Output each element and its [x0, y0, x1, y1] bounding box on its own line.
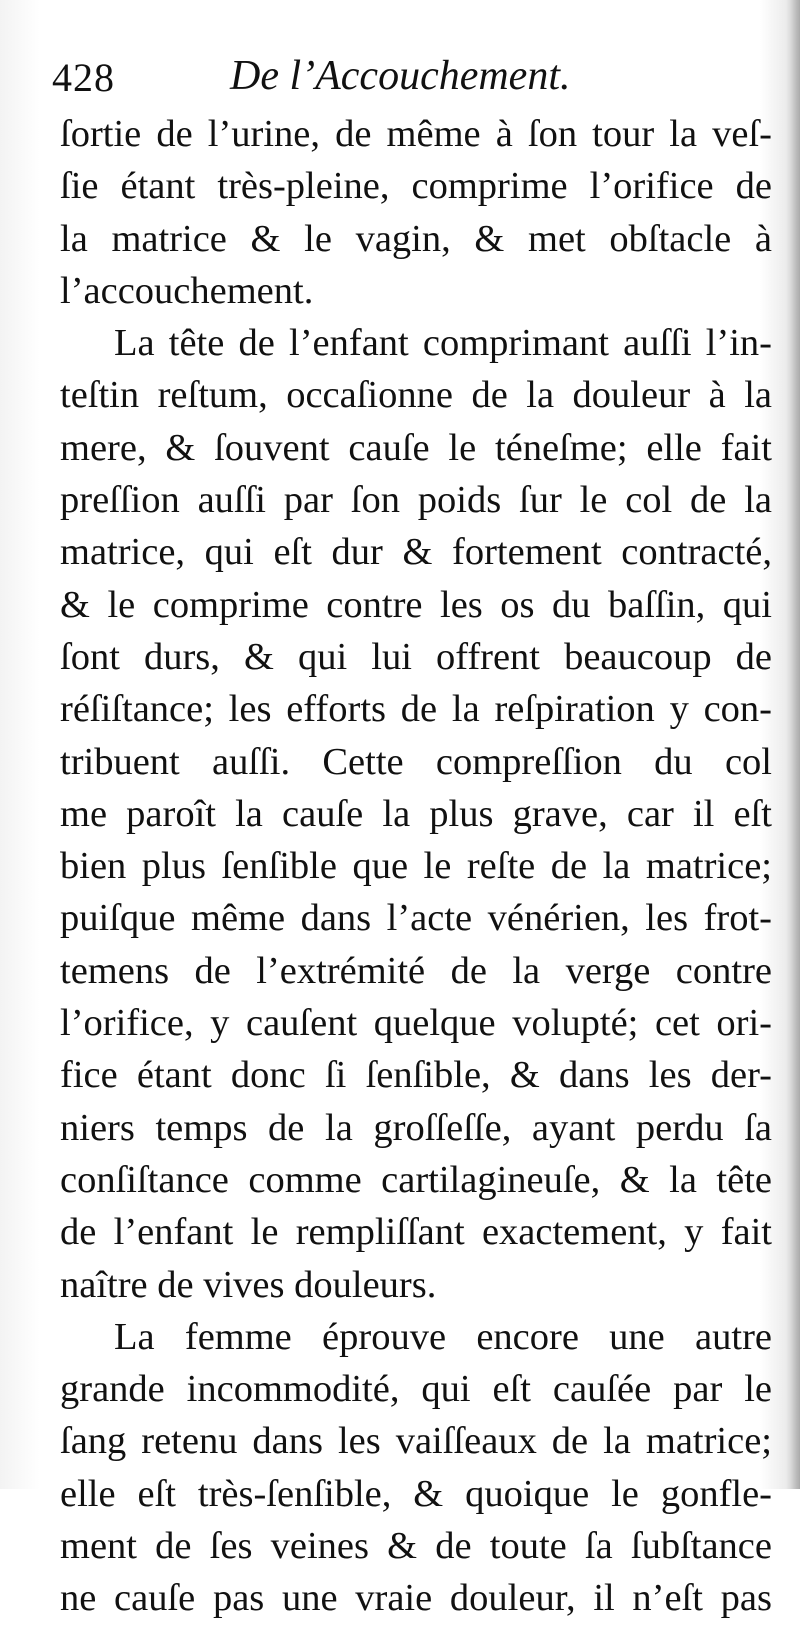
text-line: grande incommodité, qui eſt cauſée par le [60, 1368, 772, 1411]
text-line: niers temps de la groſſeſſe, ayant perdu ſa [60, 1106, 772, 1149]
text-line: temens de l’extrémité de la verge contre [60, 949, 772, 992]
page-number: 428 [52, 55, 115, 100]
text-line: conſiſtance comme cartilagineuſe, & la tête [60, 1158, 772, 1201]
text-line: de l’enfant le rempliſſant exactement, y fait [60, 1211, 772, 1254]
text-line: naître de vives douleurs. [60, 1263, 437, 1306]
text-line: l’accouchement. [60, 269, 314, 312]
text-line: ſie étant très-pleine, comprime l’orifice de [60, 165, 772, 208]
running-title: De l’Accouchement. [230, 53, 571, 99]
page-edge-shadow [786, 0, 800, 1489]
text-line: ſortie de l’urine, de même à ſon tour la veſ- [60, 113, 772, 155]
text-line: matrice, qui eſt dur & fortement contracté, [60, 531, 772, 574]
text-line: La femme éprouve encore une autre [114, 1315, 772, 1358]
text-line: l’orifice, y cauſent quelque volupté; cet ori- [60, 1002, 772, 1045]
text-line: preſſion auſſi par ſon poids ſur le col de la [60, 479, 772, 522]
text-line: ſont durs, & qui lui offrent beaucoup de [60, 635, 772, 678]
text-line: teſtin reſtum, occaſionne de la douleur à la [60, 374, 772, 417]
text-line: fice étant donc ſi ſenſible, & dans les der- [60, 1054, 772, 1097]
text-line: réſiſtance; les efforts de la reſpiration y con- [60, 688, 772, 731]
text-line: & le comprime contre les os du baſſin, qui [60, 583, 772, 626]
text-line: ment de ſes veines & de toute ſa ſubſtance [60, 1525, 772, 1568]
text-line: ſang retenu dans les vaiſſeaux de la matrice; [60, 1420, 772, 1463]
text-line: La tête de l’enfant comprimant auſſi l’in- [114, 322, 772, 365]
text-line: ne cauſe pas une vraie douleur, il n’eſt pas [60, 1577, 772, 1620]
text-line: bien plus ſenſible que le reſte de la matrice; [60, 845, 772, 888]
text-line: tribuent auſſi. Cette compreſſion du col [60, 740, 772, 783]
text-line: mere, & ſouvent cauſe le téneſme; elle fait [60, 426, 772, 469]
text-line: puiſque même dans l’acte vénérien, les frot- [60, 897, 772, 940]
text-line: la matrice & le vagin, & met obſtacle à [60, 217, 772, 260]
text-line: me paroît la cauſe la plus grave, car il eſt [60, 792, 772, 835]
body-text [60, 108, 772, 1625]
page-header [52, 48, 772, 108]
text-line: elle eſt très-ſenſible, & quoique le gonfle- [60, 1472, 772, 1515]
